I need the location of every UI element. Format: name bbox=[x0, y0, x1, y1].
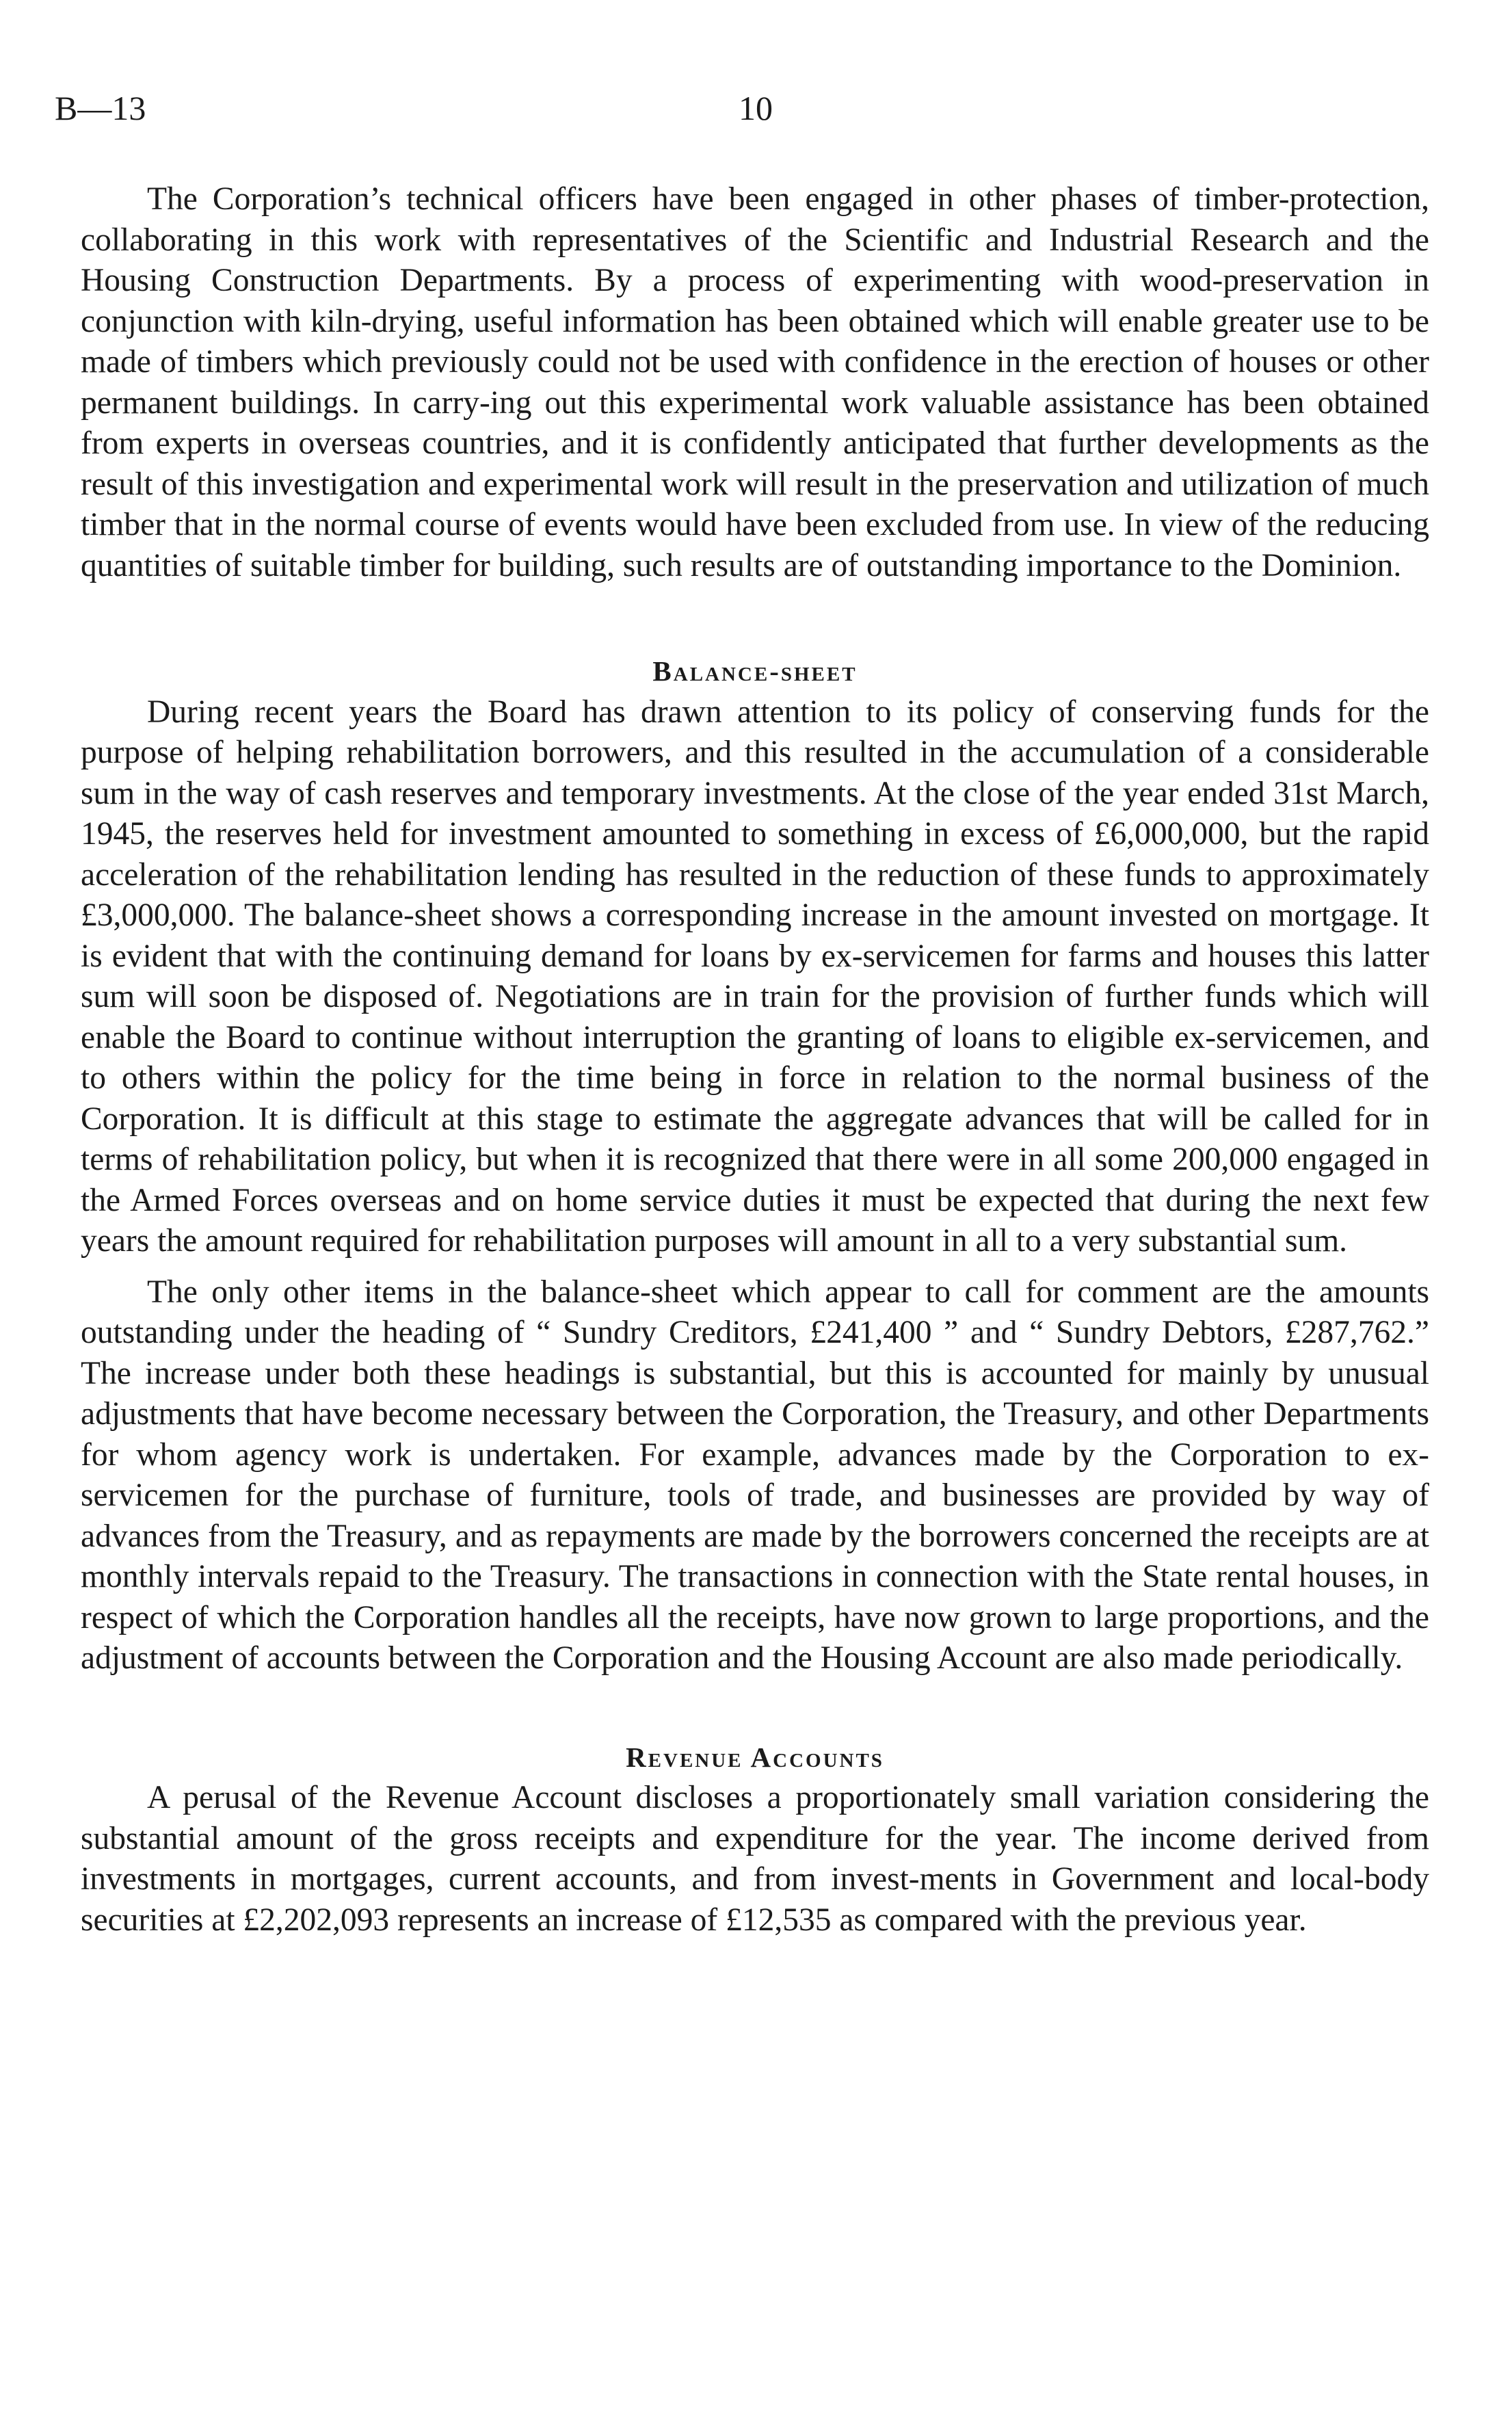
page-header bbox=[55, 81, 1422, 135]
document-reference: B—13 bbox=[55, 89, 146, 127]
revenue-accounts-paragraph: A perusal of the Revenue Account discloses a proportionately small variation considering the substantial amount of the gross receipts and expenditure for the year. The income derived from investments in mortgages, current accounts, and from invest-ments in Government and local-body securities at £2,202,093 represents an increase of £12,535 as compared with the previous year. bbox=[81, 1780, 1429, 1938]
intro-paragraph: The Corporation’s technical officers have been engaged in other phases of timber-protection, collaborating in this work with representatives of the Scientific and Industrial Research and the Housing Construction Departments. By a process of experimenting with wood-preservation in conjunction with kiln-drying, useful information has been obtained which will enable greater use to be made of timbers which previously could not be used with confidence in the erection of houses or other permanent buildings. In carry-ing out this experimental work valuable assistance has been obtained from experts in overseas countries, and it is confidently anticipated that further developments as the result of this investigation and experimental work will result in the preservation and utilization of much timber that in the normal course of events would have been excluded from use. In view of the reducing quantities of suitable timber for building, such results are of outstanding importance to the Dominion. bbox=[81, 181, 1429, 583]
page-number: 10 bbox=[739, 89, 773, 127]
balance-sheet-heading: Balance-sheet bbox=[652, 655, 858, 687]
revenue-accounts-heading: Revenue Accounts bbox=[626, 1741, 884, 1773]
balance-sheet-paragraph-2: The only other items in the balance-sheet which appear to call for comment are the amounts outstanding under the heading of “ Sundry Creditors, £241,400 ” and “ Sundry Debtors, £287,762.” The increase under both these headings is substantial, but this is accounted for mainly by unusual adjustments that have become necessary between the Corporation, the Treasury, and other Departments for whom agency work is undertaken. For example, advances made by the Corporation to ex-servicemen for the purchase of furniture, tools of trade, and businesses are provided by way of advances from the Treasury, and as repayments are made by the borrowers concerned the receipts are at monthly intervals repaid to the Treasury. The transactions in connection with the State rental houses, in respect of which the Corporation handles all the receipts, have now grown to large proportions, and the adjustment of accounts between the Corporation and the Housing Account are also made periodically. bbox=[81, 1274, 1429, 1676]
balance-sheet-paragraph-1: During recent years the Board has drawn attention to its policy of conserving funds for the purpose of helping rehabilitation borrowers, and this resulted in the accumulation of a considerable sum in the way of cash reserves and temporary investments. At the close of the year ended 31st March, 1945, the reserves held for investment amounted to something in excess of £6,000,000, but the rapid acceleration of the rehabilitation lending has resulted in the reduction of these funds to approximately £3,000,000. The balance-sheet shows a corresponding increase in the amount invested on mortgage. It is evident that with the continuing demand for loans by ex-servicemen for farms and houses this latter sum will soon be disposed of. Negotiations are in train for the provision of further funds which will enable the Board to continue without interruption the granting of loans to eligible ex-servicemen, and to others within the policy for the time being in force in relation to the normal business of the Corporation. It is difficult at this stage to estimate the aggregate advances that will be called for in terms of rehabilitation policy, but when it is recognized that there were in all some 200,000 engaged in the Armed Forces overseas and on home service duties it must be expected that during the next few years the amount required for rehabilitation purposes will amount in all to a very substantial sum. bbox=[81, 694, 1429, 1259]
document-body bbox=[81, 179, 1429, 1941]
